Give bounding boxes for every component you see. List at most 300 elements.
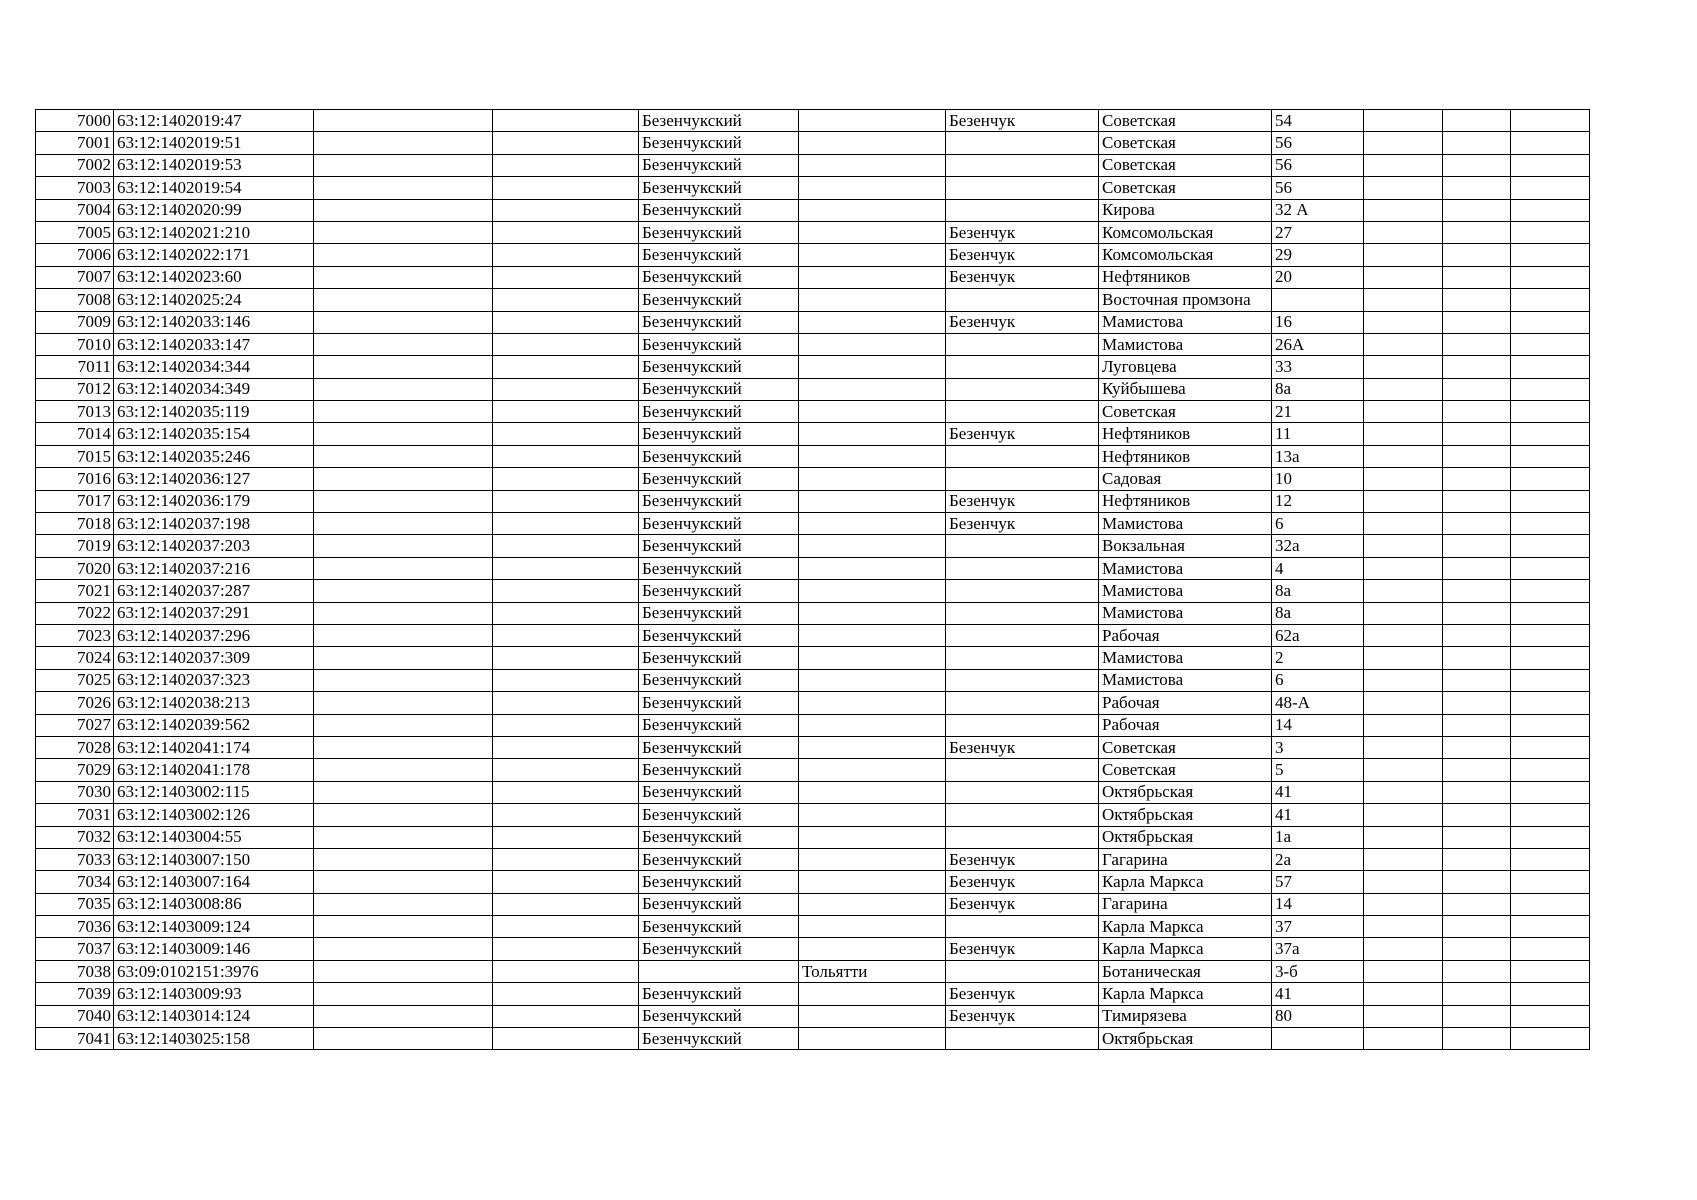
district-cell: Безенчукский [639,513,799,535]
col-3-cell [314,893,493,915]
house-number-cell: 26А [1272,333,1364,355]
street-cell: Нефтяников [1099,423,1272,445]
city-cell [799,826,946,848]
table-body [36,110,1590,1050]
house-number-cell: 41 [1272,781,1364,803]
house-number-cell: 37а [1272,938,1364,960]
table-row [36,132,1590,154]
col-12-cell [1511,378,1590,400]
col-3-cell [314,669,493,691]
house-number-cell: 8а [1272,602,1364,624]
house-number-cell: 12 [1272,490,1364,512]
col-12-cell [1511,132,1590,154]
col-11-cell [1443,244,1511,266]
table-row [36,804,1590,826]
col-3-cell [314,916,493,938]
col-12-cell [1511,960,1590,982]
col-3-cell [314,110,493,132]
house-number-cell: 14 [1272,893,1364,915]
col-4-cell [493,960,639,982]
table-row [36,199,1590,221]
col-11-cell [1443,535,1511,557]
street-cell: Советская [1099,759,1272,781]
col-10-cell [1364,289,1443,311]
district-cell: Безенчукский [639,1028,799,1050]
street-cell: Мамистова [1099,333,1272,355]
col-4-cell [493,221,639,243]
house-number-cell: 37 [1272,916,1364,938]
cadastral-number-cell: 63:12:1402035:119 [114,401,314,423]
locality-cell: Безенчук [946,983,1099,1005]
city-cell [799,423,946,445]
col-11-cell [1443,289,1511,311]
cadastral-number-cell: 63:12:1403008:86 [114,893,314,915]
col-10-cell [1364,781,1443,803]
row-number-cell: 7030 [36,781,114,803]
locality-cell: Безенчук [946,311,1099,333]
col-4-cell [493,871,639,893]
col-3-cell [314,311,493,333]
col-10-cell [1364,401,1443,423]
col-10-cell [1364,199,1443,221]
street-cell: Карла Маркса [1099,916,1272,938]
col-10-cell [1364,378,1443,400]
col-3-cell [314,647,493,669]
col-4-cell [493,266,639,288]
col-11-cell [1443,177,1511,199]
col-3-cell [314,736,493,758]
col-4-cell [493,893,639,915]
row-number-cell: 7038 [36,960,114,982]
col-12-cell [1511,938,1590,960]
district-cell: Безенчукский [639,624,799,646]
city-cell [799,513,946,535]
col-11-cell [1443,602,1511,624]
cadastral-number-cell: 63:12:1402021:210 [114,221,314,243]
row-number-cell: 7003 [36,177,114,199]
street-cell: Карла Маркса [1099,871,1272,893]
house-number-cell: 10 [1272,468,1364,490]
col-10-cell [1364,244,1443,266]
row-number-cell: 7007 [36,266,114,288]
locality-cell [946,580,1099,602]
row-number-cell: 7019 [36,535,114,557]
col-4-cell [493,423,639,445]
city-cell [799,781,946,803]
table-row [36,1028,1590,1050]
cadastral-number-cell: 63:12:1402037:216 [114,557,314,579]
city-cell [799,759,946,781]
district-cell: Безенчукский [639,289,799,311]
col-4-cell [493,199,639,221]
locality-cell: Безенчук [946,221,1099,243]
col-3-cell [314,423,493,445]
cadastral-number-cell: 63:12:1403007:164 [114,871,314,893]
city-cell [799,244,946,266]
locality-cell [946,647,1099,669]
street-cell: Советская [1099,110,1272,132]
col-4-cell [493,826,639,848]
locality-cell [946,781,1099,803]
col-11-cell [1443,1005,1511,1027]
table-row [36,244,1590,266]
cadastral-number-cell: 63:12:1402033:147 [114,333,314,355]
locality-cell: Безенчук [946,736,1099,758]
col-4-cell [493,378,639,400]
house-number-cell: 8а [1272,378,1364,400]
col-12-cell [1511,490,1590,512]
col-3-cell [314,781,493,803]
locality-cell: Безенчук [946,893,1099,915]
city-cell [799,311,946,333]
table-row [36,423,1590,445]
city-cell [799,177,946,199]
table-row [36,580,1590,602]
street-cell: Октябрьская [1099,804,1272,826]
cadastral-number-cell: 63:12:1402036:127 [114,468,314,490]
house-number-cell [1272,1028,1364,1050]
col-10-cell [1364,624,1443,646]
row-number-cell: 7006 [36,244,114,266]
locality-cell: Безенчук [946,848,1099,870]
house-number-cell: 11 [1272,423,1364,445]
locality-cell [946,289,1099,311]
locality-cell [946,378,1099,400]
cadastral-number-cell: 63:12:1402025:24 [114,289,314,311]
district-cell: Безенчукский [639,759,799,781]
city-cell [799,714,946,736]
row-number-cell: 7001 [36,132,114,154]
col-12-cell [1511,333,1590,355]
col-3-cell [314,1005,493,1027]
col-12-cell [1511,826,1590,848]
col-4-cell [493,759,639,781]
col-12-cell [1511,781,1590,803]
city-cell [799,490,946,512]
street-cell: Нефтяников [1099,266,1272,288]
locality-cell [946,557,1099,579]
col-12-cell [1511,983,1590,1005]
col-12-cell [1511,1028,1590,1050]
col-10-cell [1364,468,1443,490]
city-cell [799,983,946,1005]
col-3-cell [314,401,493,423]
col-10-cell [1364,871,1443,893]
col-4-cell [493,580,639,602]
col-10-cell [1364,580,1443,602]
col-3-cell [314,154,493,176]
locality-cell: Безенчук [946,266,1099,288]
locality-cell [946,401,1099,423]
locality-cell [946,1028,1099,1050]
cadastral-number-cell: 63:12:1402038:213 [114,692,314,714]
col-11-cell [1443,848,1511,870]
house-number-cell: 32а [1272,535,1364,557]
cadastral-number-cell: 63:09:0102151:3976 [114,960,314,982]
locality-cell [946,445,1099,467]
row-number-cell: 7023 [36,624,114,646]
locality-cell: Безенчук [946,110,1099,132]
col-12-cell [1511,401,1590,423]
locality-cell [946,692,1099,714]
district-cell: Безенчукский [639,983,799,1005]
district-cell: Безенчукский [639,221,799,243]
col-11-cell [1443,221,1511,243]
house-number-cell: 3 [1272,736,1364,758]
locality-cell [946,826,1099,848]
row-number-cell: 7036 [36,916,114,938]
col-12-cell [1511,266,1590,288]
district-cell [639,960,799,982]
col-10-cell [1364,916,1443,938]
col-11-cell [1443,736,1511,758]
city-cell [799,199,946,221]
col-10-cell [1364,490,1443,512]
cadastral-number-cell: 63:12:1403025:158 [114,1028,314,1050]
row-number-cell: 7008 [36,289,114,311]
col-11-cell [1443,960,1511,982]
col-10-cell [1364,804,1443,826]
row-number-cell: 7041 [36,1028,114,1050]
row-number-cell: 7031 [36,804,114,826]
locality-cell: Безенчук [946,871,1099,893]
city-cell [799,692,946,714]
district-cell: Безенчукский [639,154,799,176]
col-3-cell [314,177,493,199]
col-10-cell [1364,132,1443,154]
col-10-cell [1364,177,1443,199]
house-number-cell: 54 [1272,110,1364,132]
city-cell [799,356,946,378]
street-cell: Кирова [1099,199,1272,221]
col-10-cell [1364,513,1443,535]
col-12-cell [1511,221,1590,243]
col-11-cell [1443,759,1511,781]
locality-cell [946,468,1099,490]
street-cell: Мамистова [1099,602,1272,624]
house-number-cell: 20 [1272,266,1364,288]
row-number-cell: 7039 [36,983,114,1005]
house-number-cell: 13а [1272,445,1364,467]
col-3-cell [314,535,493,557]
row-number-cell: 7029 [36,759,114,781]
district-cell: Безенчукский [639,938,799,960]
city-cell [799,333,946,355]
street-cell: Ботаническая [1099,960,1272,982]
col-3-cell [314,580,493,602]
col-12-cell [1511,692,1590,714]
row-number-cell: 7000 [36,110,114,132]
col-11-cell [1443,266,1511,288]
cadastral-number-cell: 63:12:1402019:54 [114,177,314,199]
house-number-cell: 4 [1272,557,1364,579]
col-4-cell [493,513,639,535]
cadastral-number-cell: 63:12:1402033:146 [114,311,314,333]
locality-cell: Безенчук [946,1005,1099,1027]
locality-cell [946,154,1099,176]
locality-cell [946,759,1099,781]
street-cell: Вокзальная [1099,535,1272,557]
col-11-cell [1443,647,1511,669]
col-4-cell [493,938,639,960]
street-cell: Садовая [1099,468,1272,490]
col-10-cell [1364,311,1443,333]
col-11-cell [1443,580,1511,602]
col-12-cell [1511,669,1590,691]
district-cell: Безенчукский [639,199,799,221]
street-cell: Мамистова [1099,669,1272,691]
street-cell: Карла Маркса [1099,983,1272,1005]
street-cell: Мамистова [1099,311,1272,333]
locality-cell [946,535,1099,557]
col-4-cell [493,177,639,199]
street-cell: Октябрьская [1099,826,1272,848]
street-cell: Рабочая [1099,692,1272,714]
col-11-cell [1443,692,1511,714]
row-number-cell: 7026 [36,692,114,714]
row-number-cell: 7034 [36,871,114,893]
row-number-cell: 7028 [36,736,114,758]
col-3-cell [314,468,493,490]
col-4-cell [493,916,639,938]
city-cell [799,647,946,669]
table-row [36,333,1590,355]
row-number-cell: 7037 [36,938,114,960]
district-cell: Безенчукский [639,266,799,288]
col-10-cell [1364,154,1443,176]
house-number-cell: 27 [1272,221,1364,243]
district-cell: Безенчукский [639,848,799,870]
col-3-cell [314,960,493,982]
col-10-cell [1364,110,1443,132]
col-10-cell [1364,938,1443,960]
district-cell: Безенчукский [639,244,799,266]
locality-cell [946,356,1099,378]
col-10-cell [1364,221,1443,243]
house-number-cell: 6 [1272,669,1364,691]
table-row [36,826,1590,848]
col-12-cell [1511,535,1590,557]
district-cell: Безенчукский [639,490,799,512]
col-10-cell [1364,1005,1443,1027]
house-number-cell: 6 [1272,513,1364,535]
row-number-cell: 7032 [36,826,114,848]
street-cell: Советская [1099,132,1272,154]
col-11-cell [1443,781,1511,803]
cadastral-number-cell: 63:12:1403009:93 [114,983,314,1005]
col-4-cell [493,333,639,355]
cadastral-number-cell: 63:12:1402041:178 [114,759,314,781]
table-row [36,983,1590,1005]
col-11-cell [1443,378,1511,400]
row-number-cell: 7022 [36,602,114,624]
table-row [36,1005,1590,1027]
col-12-cell [1511,289,1590,311]
col-11-cell [1443,669,1511,691]
col-12-cell [1511,848,1590,870]
row-number-cell: 7014 [36,423,114,445]
street-cell: Нефтяников [1099,490,1272,512]
table-row [36,445,1590,467]
col-10-cell [1364,960,1443,982]
district-cell: Безенчукский [639,736,799,758]
col-10-cell [1364,893,1443,915]
col-10-cell [1364,669,1443,691]
table-row [36,602,1590,624]
col-11-cell [1443,490,1511,512]
district-cell: Безенчукский [639,132,799,154]
col-4-cell [493,983,639,1005]
table-row [36,289,1590,311]
table-row [36,781,1590,803]
table-row [36,848,1590,870]
col-10-cell [1364,333,1443,355]
cadastral-number-cell: 63:12:1402036:179 [114,490,314,512]
col-3-cell [314,826,493,848]
house-number-cell: 8а [1272,580,1364,602]
city-cell [799,848,946,870]
cadastral-number-cell: 63:12:1403002:115 [114,781,314,803]
table-row [36,221,1590,243]
col-11-cell [1443,311,1511,333]
district-cell: Безенчукский [639,557,799,579]
col-10-cell [1364,692,1443,714]
col-3-cell [314,557,493,579]
district-cell: Безенчукский [639,535,799,557]
col-12-cell [1511,154,1590,176]
locality-cell: Безенчук [946,423,1099,445]
row-number-cell: 7005 [36,221,114,243]
cadastral-number-cell: 63:12:1403009:124 [114,916,314,938]
district-cell: Безенчукский [639,445,799,467]
col-3-cell [314,221,493,243]
col-3-cell [314,199,493,221]
locality-cell [946,714,1099,736]
table-row [36,490,1590,512]
locality-cell [946,199,1099,221]
row-number-cell: 7009 [36,311,114,333]
col-12-cell [1511,311,1590,333]
city-cell [799,468,946,490]
house-number-cell: 21 [1272,401,1364,423]
col-3-cell [314,244,493,266]
house-number-cell: 56 [1272,132,1364,154]
district-cell: Безенчукский [639,871,799,893]
row-number-cell: 7027 [36,714,114,736]
district-cell: Безенчукский [639,714,799,736]
col-11-cell [1443,199,1511,221]
district-cell: Безенчукский [639,468,799,490]
col-11-cell [1443,445,1511,467]
street-cell: Советская [1099,401,1272,423]
table-row [36,624,1590,646]
cadastral-number-cell: 63:12:1403004:55 [114,826,314,848]
table-row [36,669,1590,691]
col-4-cell [493,244,639,266]
cadastral-number-cell: 63:12:1402037:296 [114,624,314,646]
district-cell: Безенчукский [639,781,799,803]
district-cell: Безенчукский [639,333,799,355]
street-cell: Восточная промзона [1099,289,1272,311]
col-3-cell [314,333,493,355]
cadastral-number-cell: 63:12:1402037:198 [114,513,314,535]
table-row [36,401,1590,423]
locality-cell [946,132,1099,154]
table-row [36,736,1590,758]
col-4-cell [493,736,639,758]
col-3-cell [314,602,493,624]
col-4-cell [493,289,639,311]
